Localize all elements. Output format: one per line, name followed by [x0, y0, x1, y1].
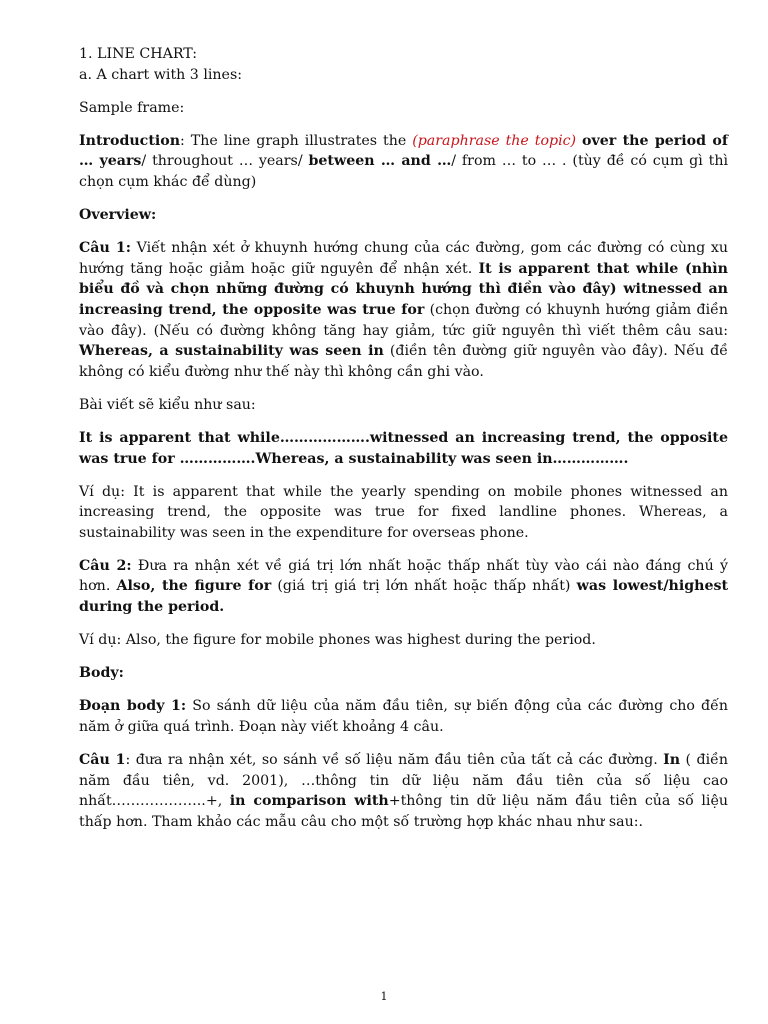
example-2: Ví dụ: Also, the figure for mobile phones was highest during the period. [79, 632, 596, 649]
template-sentence: It is apparent that while……………….witnessed an increasing trend, the opposite was true for …………….Whereas, a sustainability was seen in……………. [79, 429, 728, 467]
doan-body1-label: Đoạn body 1: [79, 698, 187, 715]
doan-body1-text: So sánh dữ liệu của năm đầu tiên, sự biến động của các đường cho đến năm ở giữa quá trình. Đoạn này viết khoảng 4 câu. [79, 698, 729, 735]
document-page [79, 44, 728, 832]
cau1-text-1: Viết nhận xét ở khuynh hướng chung của các đường, gom các đường có cùng xu hướng tăng hoặc giảm hoặc giữ nguyên để nhận xét. [79, 240, 728, 277]
cau2-text-2: (giá trị giá trị lớn nhất hoặc thấp nhất) [271, 578, 577, 595]
introduction-colon: : [180, 132, 185, 149]
body-cau1-text-2: ( điền năm đầu tiên, vd. 2001), …thông tin dữ liệu năm đầu tiên của số liệu cao nhất………………..+, [79, 752, 728, 810]
cau1-bold-1: It is apparent that while (nhìn biểu đồ và chọn những đường có khuynh hướng thì điền vào đây) witnessed an increasing trend, the opposite was true for [79, 260, 728, 318]
doan-body1-paragraph [79, 696, 728, 737]
introduction-paragraph [79, 131, 728, 193]
introduction-text-3: / throughout … years/ [141, 153, 309, 170]
introduction-period-phrase: over the period of … years [79, 132, 728, 170]
page-number: 1 [380, 990, 388, 1003]
body-cau1-bold-1: In [663, 752, 681, 769]
cau2-bold-1: Also, the figure for [116, 578, 272, 595]
body-cau1-paragraph [79, 750, 728, 832]
introduction-topic-hint: (paraphrase the topic) [412, 132, 577, 149]
overview-label: Overview: [79, 207, 157, 224]
introduction-between-phrase: between … and … [308, 153, 452, 170]
cau2-bold-2: was lowest/highest during the period. [79, 578, 729, 616]
heading-chart-3-lines: a. A chart with 3 lines: [79, 66, 243, 83]
cau1-label: Câu 1: [79, 240, 131, 257]
body-cau1-text-1: : đưa ra nhận xét, so sánh về số liệu năm đầu tiên của tất cả các đường. [125, 752, 664, 769]
body-cau1-bold-2: in comparison with [229, 793, 389, 810]
introduction-label: Introduction [79, 132, 181, 149]
body-label: Body: [79, 665, 124, 682]
cau2-text-1: Đưa ra nhận xét về giá trị lớn nhất hoặc thấp nhất tùy vào cái nào đáng chú ý hơn. [79, 557, 728, 595]
heading-line-chart: 1. LINE CHART: [79, 46, 197, 62]
bai-viet-label: Bài viết sẽ kiểu như sau: [79, 396, 256, 413]
example-1: Ví dụ: It is apparent that while the yearly spending on mobile phones witnessed an increasing trend, the opposite was true for fixed landline phones. Whereas, a sustainability was seen in the expenditure for overseas phone. [79, 483, 728, 541]
introduction-text-1: The line graph illustrates the [184, 132, 413, 149]
body-cau1-label: Câu 1 [79, 752, 126, 769]
cau1-text-3: (điền tên đường giữ nguyên vào đây). Nếu đề không có kiểu đường như thế này thì không cần ghi vào. [79, 343, 728, 380]
cau1-text-2: (chọn đường có khuynh hướng giảm điền vào đây). (Nếu có đường không tăng hay giảm, tức giữ nguyên thì viết thêm câu sau: [79, 301, 728, 339]
cau2-label: Câu 2: [79, 557, 132, 574]
cau1-bold-2: Whereas, a sustainability was seen in [79, 343, 384, 360]
body-cau1-text-3: +thông tin dữ liệu năm đầu tiên của số liệu thấp hơn. Tham khảo các mẫu câu cho một số trường hợp khác nhau như sau:. [79, 793, 728, 830]
overview-cau1-paragraph [79, 238, 728, 382]
introduction-text-4: / from … to … . (tùy đề có cụm gì thì chọn cụm khác để dùng) [79, 153, 729, 190]
sample-frame-label: Sample frame: [79, 99, 185, 116]
overview-cau2-paragraph [79, 556, 728, 618]
